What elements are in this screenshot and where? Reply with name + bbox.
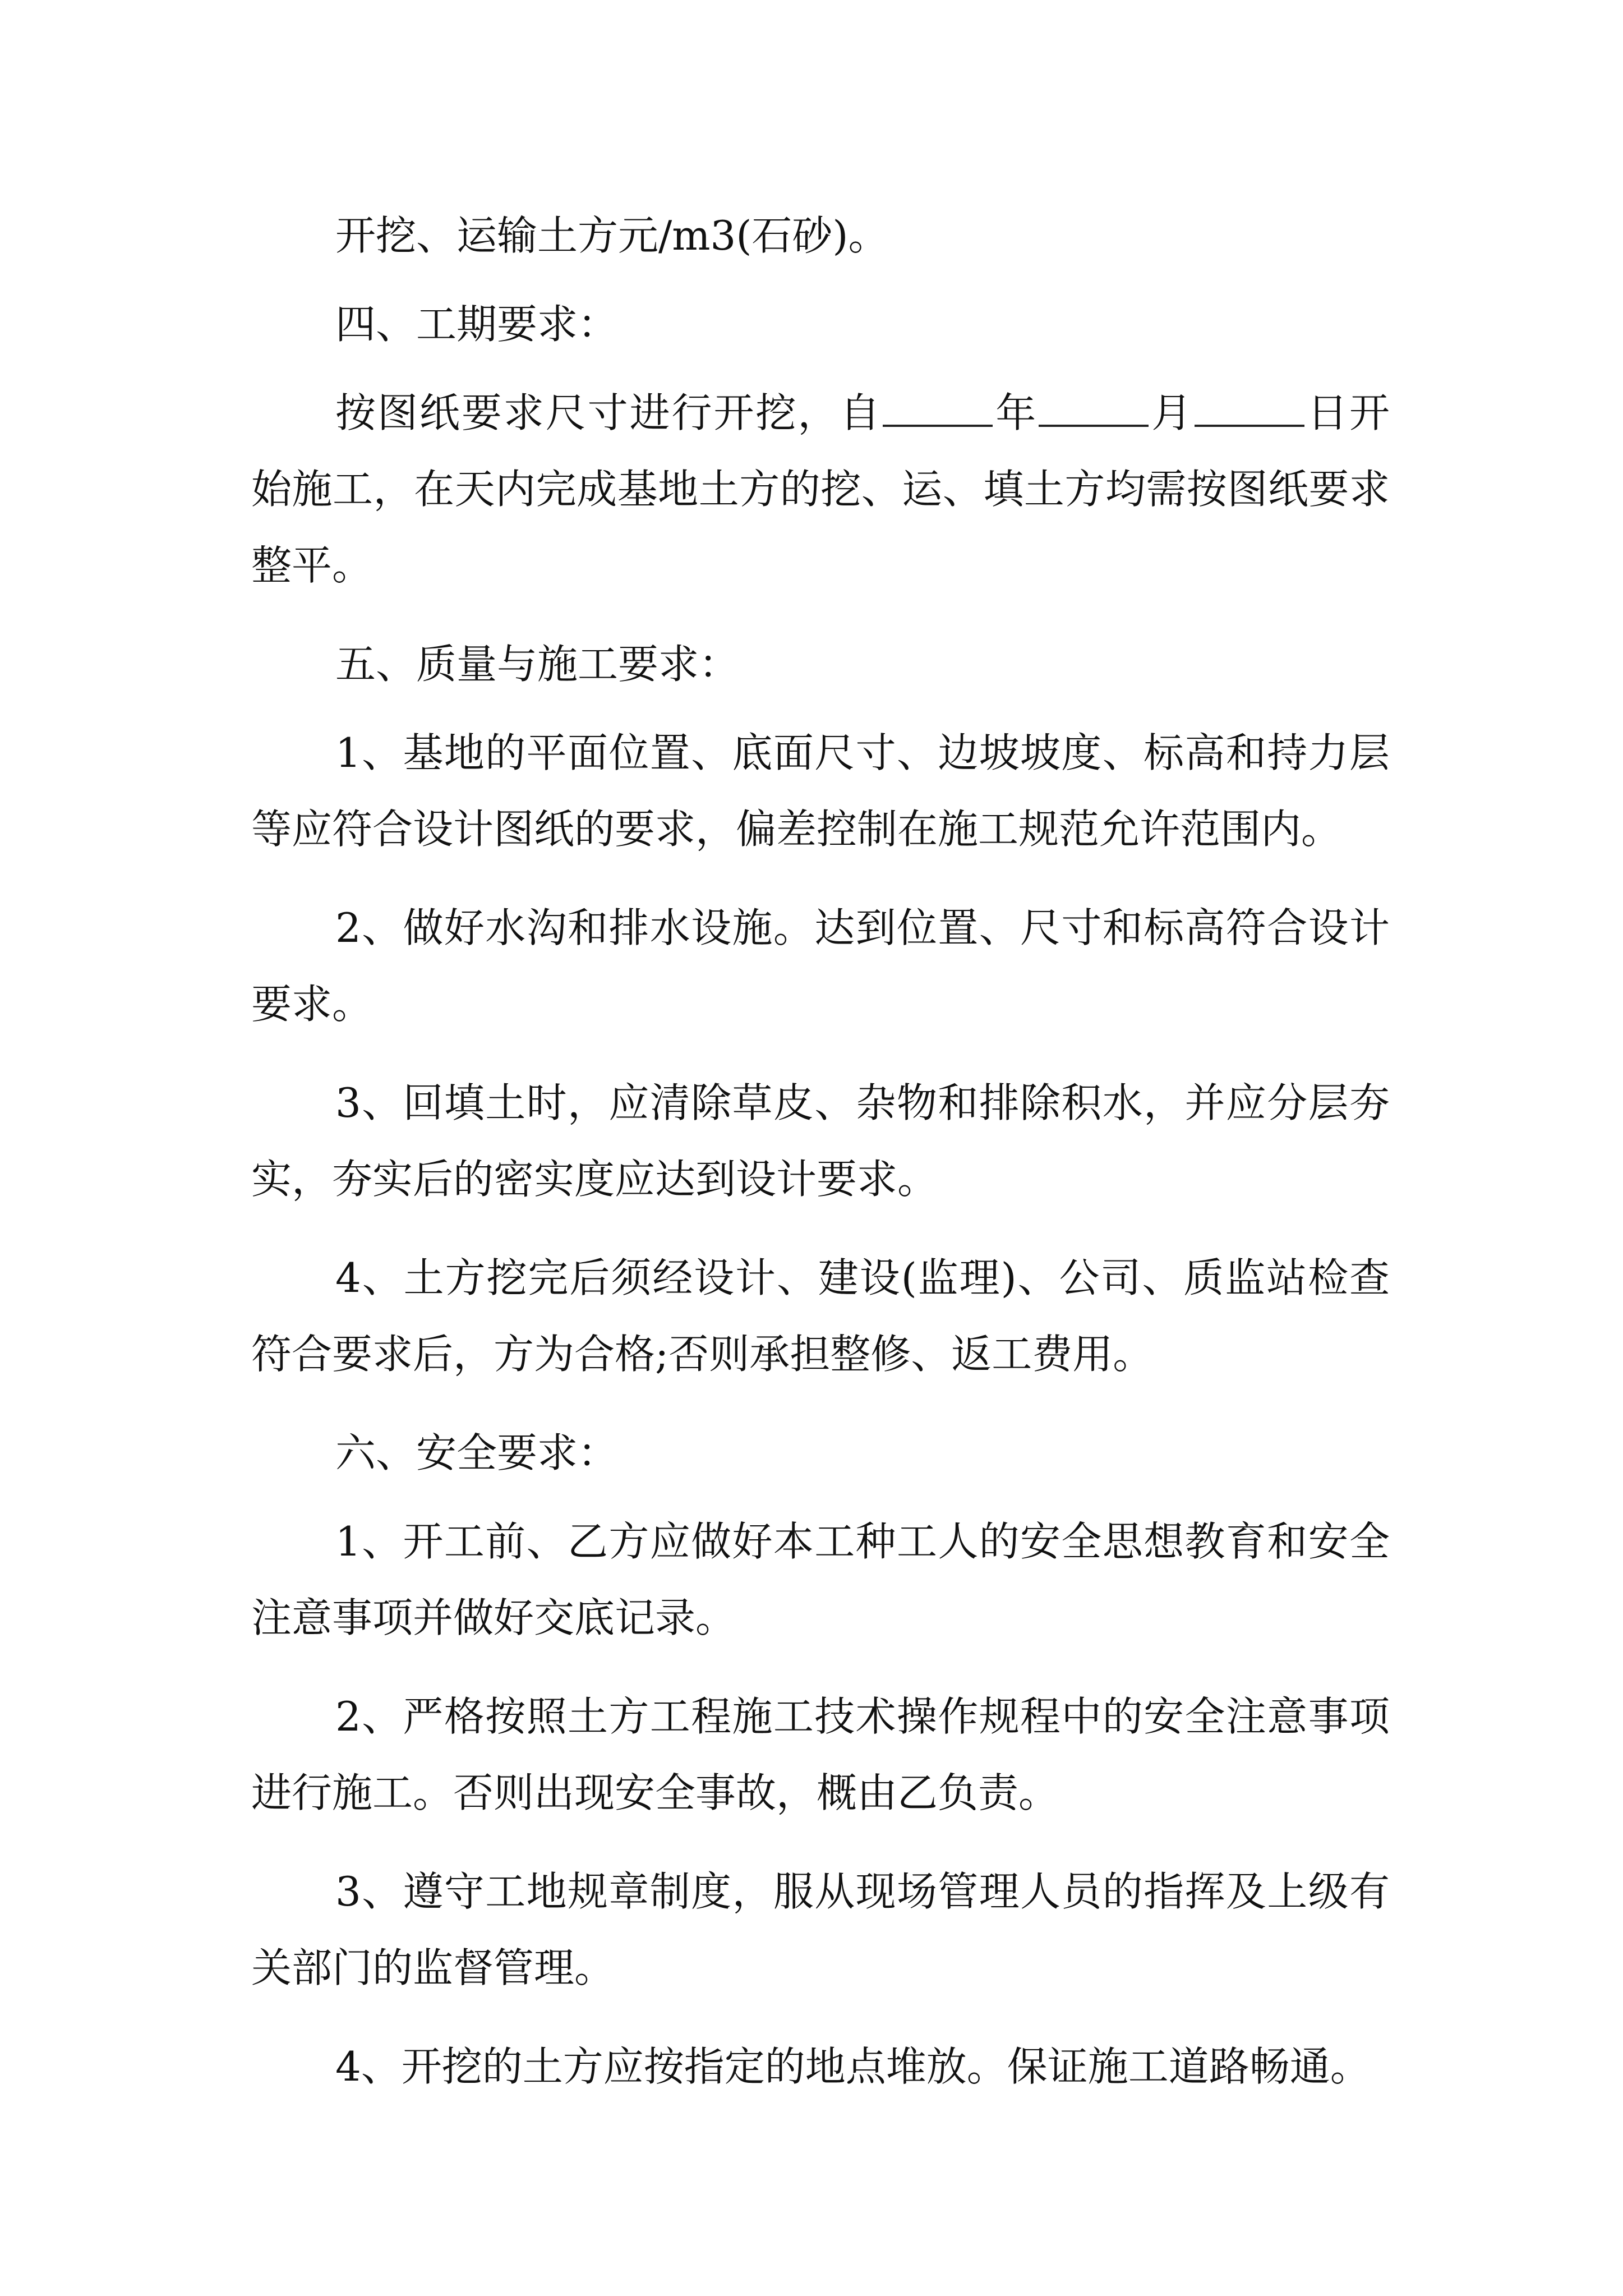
- paragraph-quality-3: 3、回填土时，应清除草皮、杂物和排除积水，并应分层夯实，夯实后的密实度应达到设计要求。: [251, 1079, 1390, 1203]
- month-blank: [1039, 389, 1149, 427]
- heading-quality-requirements: 五、质量与施工要求：: [335, 641, 740, 688]
- paragraph-safety-1: 1、开工前、乙方应做好本工种工人的安全思想教育和安全注意事项并做好交底记录。: [251, 1518, 1390, 1641]
- year-blank: [883, 389, 993, 427]
- paragraph-safety-4: 4、开挖的土方应按指定的地点堆放。保证施工道路畅通。: [335, 2043, 1371, 2090]
- heading-schedule-requirements: 四、工期要求：: [335, 301, 619, 348]
- paragraph-quality-4: 4、土方挖完后须经设计、建设(监理)、公司、质监站检查符合要求后，方为合格;否则承担整修、返工费用。: [251, 1254, 1390, 1378]
- month-unit: 月: [1150, 389, 1194, 436]
- day-unit: 日: [1306, 389, 1349, 436]
- year-unit: 年: [994, 389, 1038, 436]
- day-blank: [1195, 389, 1304, 427]
- heading-safety-requirements: 六、安全要求：: [335, 1429, 619, 1476]
- paragraph-quality-2: 2、做好水沟和排水设施。达到位置、尺寸和标高符合设计要求。: [251, 904, 1390, 1028]
- schedule-text-after: 开始施工，在天内完成基地土方的挖、运、填土方均需按图纸要求整平。: [251, 389, 1390, 589]
- paragraph-price-line: 开挖、运输土方元/m3(石砂)。: [335, 212, 889, 259]
- paragraph-safety-3: 3、遵守工地规章制度，服从现场管理人员的指挥及上级有关部门的监督管理。: [251, 1868, 1390, 1991]
- paragraph-schedule: [251, 375, 1390, 604]
- paragraph-quality-1: 1、基地的平面位置、底面尺寸、边坡坡度、标高和持力层等应符合设计图纸的要求，偏差控制在施工规范允许范围内。: [251, 729, 1390, 853]
- paragraph-safety-2: 2、严格按照土方工程施工技术操作规程中的安全注意事项进行施工。否则出现安全事故，概由乙负责。: [251, 1693, 1390, 1816]
- document-body: [251, 197, 1390, 2127]
- schedule-text-before: 按图纸要求尺寸进行开挖，自: [335, 389, 882, 436]
